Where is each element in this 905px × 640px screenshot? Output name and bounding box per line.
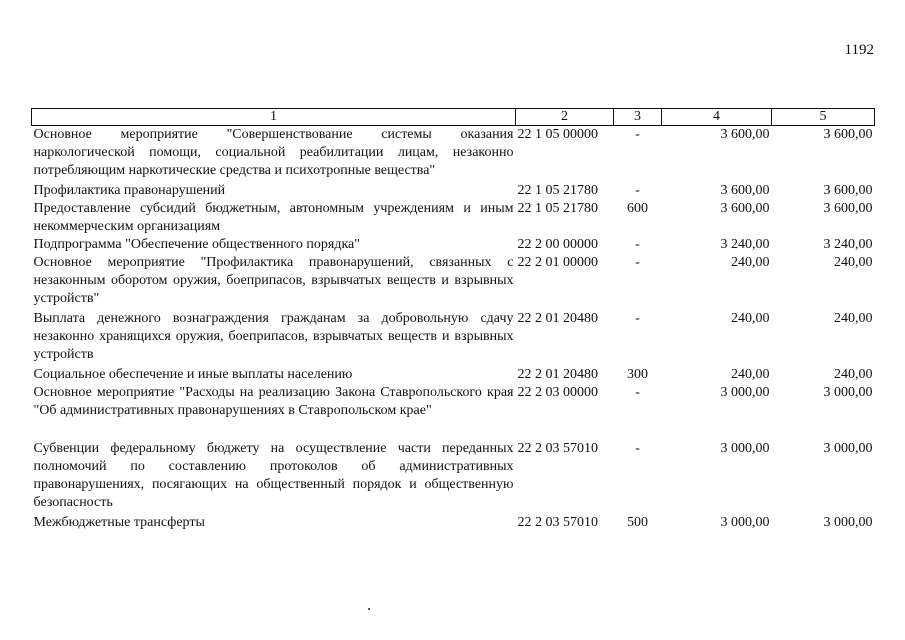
- row-amount-1: 3 000,00: [720, 515, 770, 530]
- row-name: Предоставление субсидий бюджетным, автономным учреждениям и иным некоммерческим организациям: [33, 201, 514, 234]
- row-amount-1: 240,00: [731, 367, 770, 382]
- table-row: [32, 384, 875, 420]
- row-type: -: [635, 311, 640, 326]
- row-amount-2: 3 240,00: [823, 237, 873, 252]
- row-type: -: [635, 441, 640, 456]
- row-type: -: [635, 127, 640, 142]
- row-code: 22 1 05 21780: [517, 201, 598, 216]
- row-name: Основное мероприятие "Расходы на реализацию Закона Ставропольского края "Об административных правонарушениях в Ставропольском крае": [33, 385, 514, 418]
- header-col-2: 2: [516, 109, 614, 126]
- row-name: Субвенции федеральному бюджету на осуществление части переданных полномочий по составлению протоколов об административных правонарушениях, посягающих на общественный порядок и общественную безопасность: [33, 441, 514, 510]
- row-type: -: [635, 385, 640, 400]
- row-amount-2: 3 600,00: [823, 183, 873, 198]
- table-row: [32, 364, 875, 384]
- row-amount-2: 3 000,00: [823, 385, 873, 400]
- row-code: 22 2 00 00000: [517, 237, 598, 252]
- row-amount-2: 3 000,00: [823, 441, 873, 456]
- row-code: 22 2 01 00000: [517, 255, 598, 270]
- row-name: Выплата денежного вознаграждения гражданам за добровольную сдачу незаконно хранящихся оружия, боеприпасов, взрывчатых веществ и взрывных устройств: [33, 311, 514, 362]
- table-row: [32, 420, 875, 512]
- row-amount-1: 240,00: [731, 255, 770, 270]
- row-code: 22 2 03 00000: [517, 385, 598, 400]
- table-row: [32, 512, 875, 532]
- row-type: -: [635, 183, 640, 198]
- row-amount-2: 240,00: [834, 311, 873, 326]
- table-row: [32, 254, 875, 308]
- row-code: 22 2 01 20480: [517, 367, 598, 382]
- row-amount-2: 3 000,00: [823, 515, 873, 530]
- row-amount-2: 3 600,00: [823, 127, 873, 142]
- table-row: [32, 126, 875, 181]
- row-amount-1: 3 600,00: [720, 127, 770, 142]
- budget-table: [31, 108, 875, 532]
- row-name: Межбюджетные трансферты: [33, 515, 205, 530]
- table-row: [32, 236, 875, 254]
- row-name: Социальное обеспечение и иные выплаты населению: [33, 367, 353, 382]
- table-row: [32, 180, 875, 200]
- table-row: [32, 308, 875, 364]
- row-code: 22 2 03 57010: [517, 515, 598, 530]
- header-row: [32, 109, 875, 126]
- table-row: [32, 200, 875, 236]
- row-amount-2: 3 600,00: [823, 201, 873, 216]
- row-name: Основное мероприятие "Совершенствование системы оказания наркологической помощи, социальной реабилитации лицам, незаконно потребляющим наркотические средства и психотропные вещества": [33, 127, 514, 178]
- row-type: 300: [627, 367, 648, 382]
- row-amount-1: 240,00: [731, 311, 770, 326]
- row-amount-1: 3 600,00: [720, 183, 770, 198]
- row-type: 600: [627, 201, 648, 216]
- header-col-3: 3: [614, 109, 662, 126]
- row-name: Основное мероприятие "Профилактика правонарушений, связанных с незаконным оборотом оружия, боеприпасов, взрывчатых веществ и взрывных устройств": [33, 255, 514, 306]
- row-type: -: [635, 237, 640, 252]
- header-col-5: 5: [772, 109, 875, 126]
- row-type: 500: [627, 515, 648, 530]
- header-col-1: 1: [32, 109, 516, 126]
- page-number: 1192: [844, 42, 874, 58]
- row-amount-1: 3 240,00: [720, 237, 770, 252]
- scan-speck: [368, 608, 370, 610]
- header-col-4: 4: [662, 109, 772, 126]
- row-name: Подпрограмма "Обеспечение общественного порядка": [33, 237, 360, 252]
- row-type: -: [635, 255, 640, 270]
- row-code: 22 2 03 57010: [517, 441, 598, 456]
- row-code: 22 1 05 00000: [517, 127, 598, 142]
- row-amount-2: 240,00: [834, 255, 873, 270]
- row-name: Профилактика правонарушений: [33, 183, 226, 198]
- row-amount-1: 3 600,00: [720, 201, 770, 216]
- row-amount-2: 240,00: [834, 367, 873, 382]
- row-amount-1: 3 000,00: [720, 441, 770, 456]
- row-amount-1: 3 000,00: [720, 385, 770, 400]
- row-code: 22 2 01 20480: [517, 311, 598, 326]
- row-code: 22 1 05 21780: [517, 183, 598, 198]
